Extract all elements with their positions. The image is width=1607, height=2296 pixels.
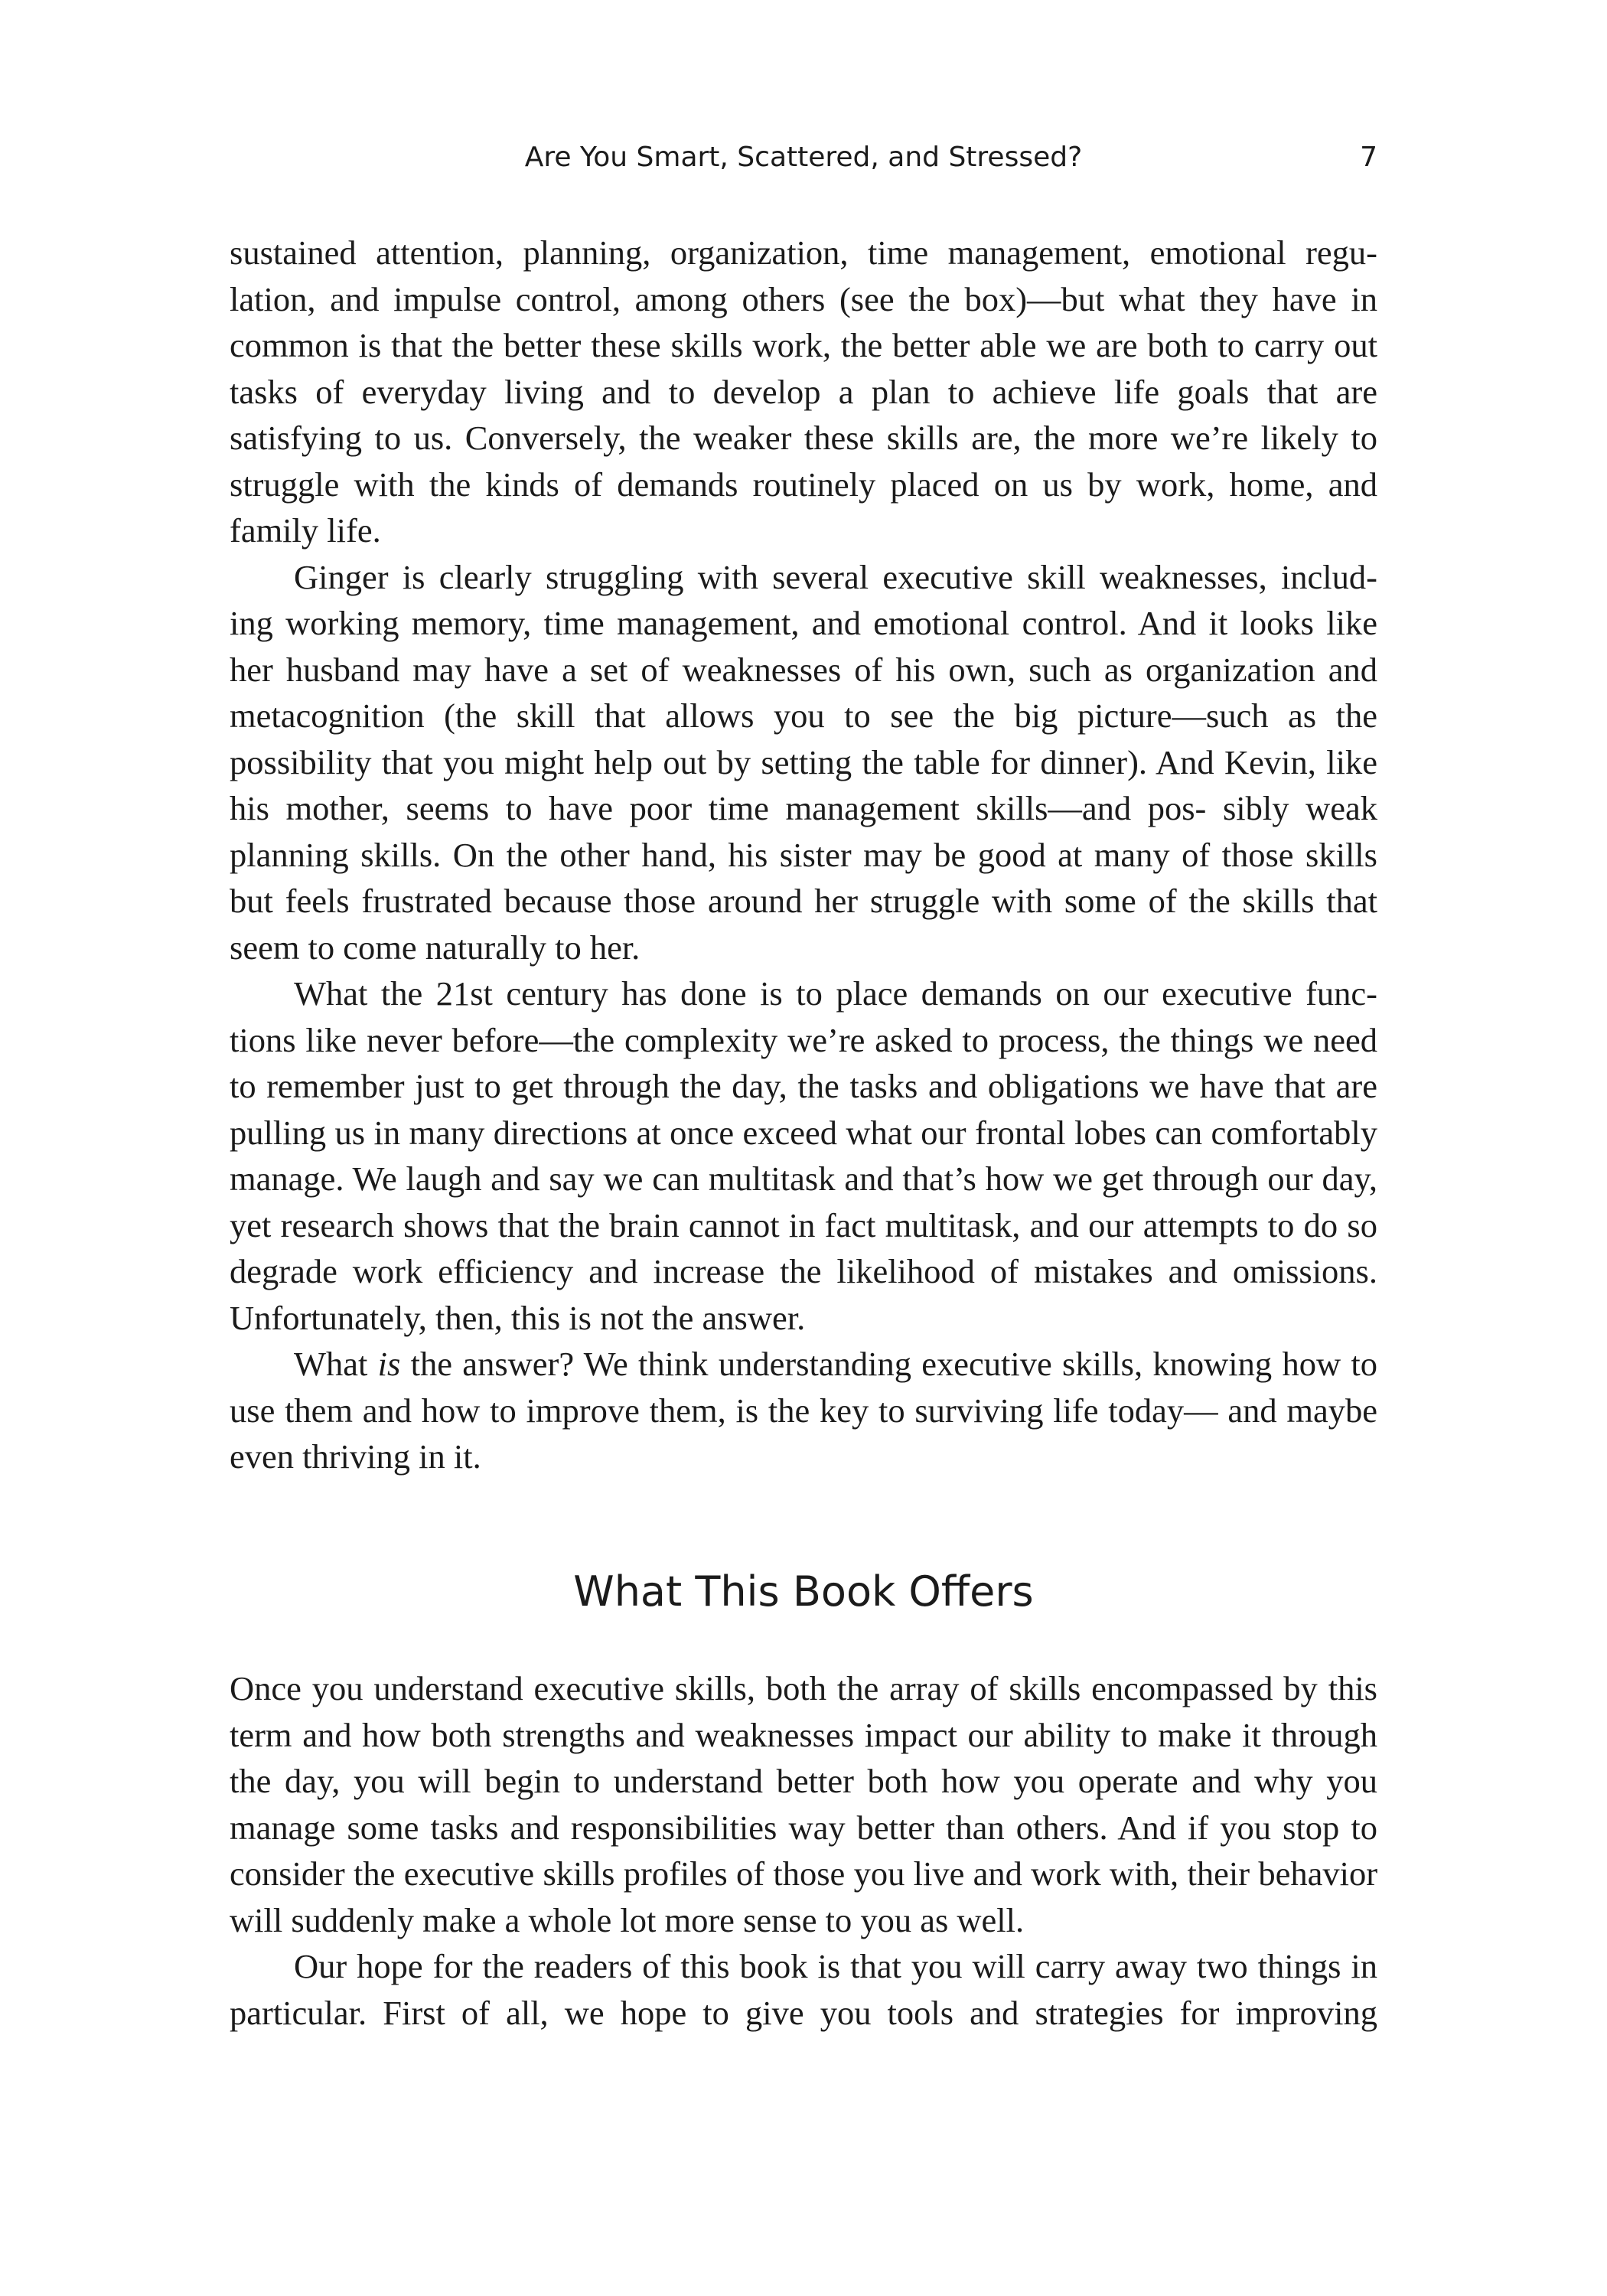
body-text-block — [230, 230, 1377, 1480]
text-line: how to use them and how to improve them, is the key to surviving life today— — [230, 1345, 1378, 1430]
paragraph — [230, 1665, 1377, 1943]
text-line: and maybe even thriving in it. — [230, 1391, 1377, 1476]
text-line: you stop to consider the executive skills profiles of those you live and work with, — [230, 1808, 1378, 1893]
text-line: that are pulling us in many directions at once exceed what our frontal lobes — [230, 1067, 1377, 1152]
text-line: common is that the better these skills work, the better able we are both to carry — [230, 326, 1325, 364]
paragraph — [230, 230, 1377, 554]
text-line: this term and how both strengths and weaknesses impact our ability to make it — [230, 1669, 1377, 1754]
text-line: like her husband may have a set of weaknesses of his own, such as organization — [230, 604, 1377, 689]
body-text-block — [230, 1665, 1377, 2036]
text-line: Kevin, like his mother, seems to have poor time management skills—and pos- — [230, 742, 1378, 827]
running-title: Are You Smart, Scattered, and Stressed? — [524, 142, 1083, 173]
text-line: sibly weak planning skills. On the other hand, his sister may be good at many — [230, 789, 1378, 874]
text-line: in particular. First of all, we hope to give you tools and strategies for improving — [230, 1947, 1377, 2032]
text-run: the answer? We think understanding executive skills, knowing — [400, 1345, 1273, 1383]
text-run: What — [294, 1345, 378, 1383]
text-line: why you manage some tasks and responsibilities way better than others. And if — [230, 1762, 1378, 1847]
text-line: sustained attention, planning, organization, time management, emotional regu- — [230, 233, 1377, 272]
paragraph — [230, 1943, 1377, 2036]
text-line: out tasks of everyday living and to develop a plan to achieve life goals that are — [230, 326, 1377, 411]
text-line: family life. — [230, 511, 381, 550]
text-line: and our attempts to do so degrade work efficiency and increase the likelihood of — [230, 1205, 1377, 1290]
paragraph — [230, 1341, 1377, 1480]
text-line: Once you understand executive skills, both the array of skills encompassed by — [230, 1669, 1318, 1707]
paragraph — [230, 970, 1377, 1341]
text-line: need to remember just to get through the day, the tasks and obligations we have — [230, 1020, 1378, 1105]
text-line: of the skills that seem to come naturally to her. — [230, 882, 1377, 967]
text-line: their behavior will suddenly make a whole lot more sense to you as well. — [230, 1854, 1378, 1939]
text-line: mistakes and omissions. Unfortunately, then, this is not the answer. — [230, 1252, 1378, 1337]
text-line: lation, and impulse control, among others (see the box)—but what they have in — [230, 279, 1377, 318]
text-line: ing working memory, time management, and emotional control. And it looks — [230, 604, 1314, 642]
text-line: Ginger is clearly struggling with several executive skill weaknesses, includ- — [294, 557, 1377, 596]
paragraph — [230, 554, 1377, 971]
text-line: the possibility that you might help out by setting the table for dinner). And — [230, 696, 1378, 781]
text-line: and metacognition (the skill that allows you to see the big picture—such as — [230, 650, 1378, 735]
text-line: of those skills but feels frustrated because those around her struggle with some — [230, 835, 1377, 920]
running-head — [230, 135, 1377, 181]
emphasis: is — [377, 1345, 401, 1383]
text-line: through the day, you will begin to understand better both how you operate and — [230, 1715, 1377, 1800]
page-number: 7 — [1360, 142, 1377, 173]
text-line: satisfying to us. Conversely, the weaker these skills are, the more we’re likely to — [230, 419, 1377, 457]
text-line: What the 21st century has done is to place demands on our executive func- — [294, 974, 1377, 1013]
text-line: get through our day, yet research shows that the brain cannot in fact multitask, — [230, 1159, 1377, 1244]
text-line: struggle with the kinds of demands routinely placed on us by work, home, and — [230, 465, 1377, 504]
text-line: can comfortably manage. We laugh and say we can multitask and that’s how we — [230, 1113, 1378, 1198]
text-line: tions like never before—the complexity we’re asked to process, the things we — [230, 1020, 1304, 1059]
section-heading: What This Book Offers — [573, 1567, 1034, 1616]
text-line: Our hope for the readers of this book is that you will carry away two things — [294, 1947, 1341, 1985]
